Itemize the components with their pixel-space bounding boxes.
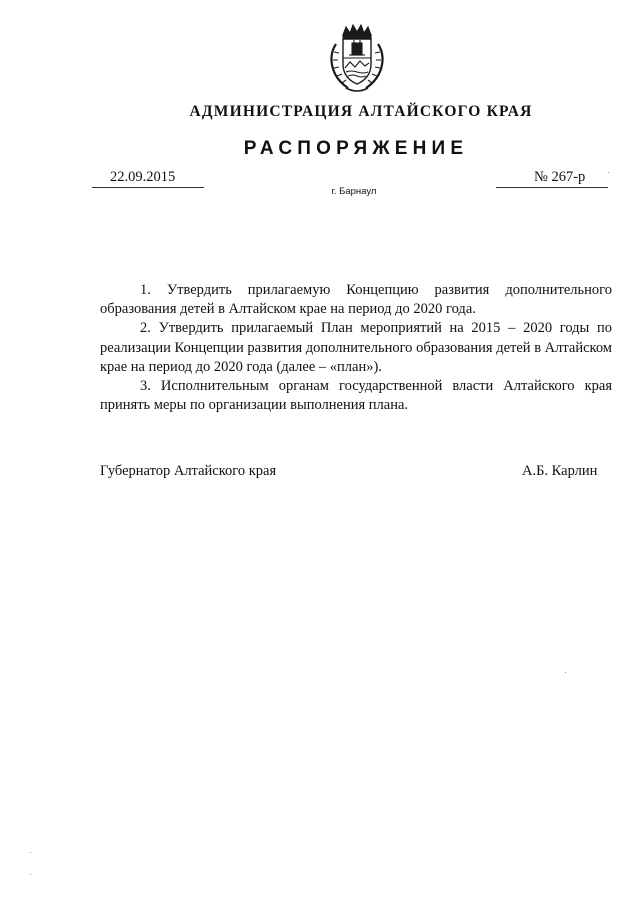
document-body (100, 281, 612, 415)
signatory-title: Губернатор Алтайского края (100, 463, 277, 479)
scan-speck (608, 172, 609, 173)
scan-speck (30, 874, 31, 875)
paragraph-2: 2. Утвердить прилагаемый План мероприятий на 2015 – 2020 годы по реализации Концепции развития дополнительного образования детей в Алтайском крае на период до 2020 года (далее – «план»). (100, 320, 612, 375)
organization-name: АДМИНИСТРАЦИЯ АЛТАЙСКОГО КРАЯ (189, 103, 533, 120)
document-number: № 267-р (534, 169, 586, 185)
document-date: 22.09.2015 (110, 169, 176, 185)
paragraph-1: 1. Утвердить прилагаемую Концепцию развития дополнительного образования детей в Алтайском крае на период до 2020 года. (100, 282, 612, 318)
document-type-heading: РАСПОРЯЖЕНИЕ (243, 138, 469, 159)
signatory-name: А.Б. Карлин (522, 463, 598, 479)
city-line: г. Барнаул (331, 186, 377, 197)
paragraph-3: 3. Исполнительным органам государственной власти Алтайского края принять меры по организации выполнения плана. (100, 378, 612, 414)
scan-speck (30, 852, 31, 853)
altai-krai-coat-of-arms-icon (326, 22, 388, 96)
scan-speck (565, 672, 566, 673)
